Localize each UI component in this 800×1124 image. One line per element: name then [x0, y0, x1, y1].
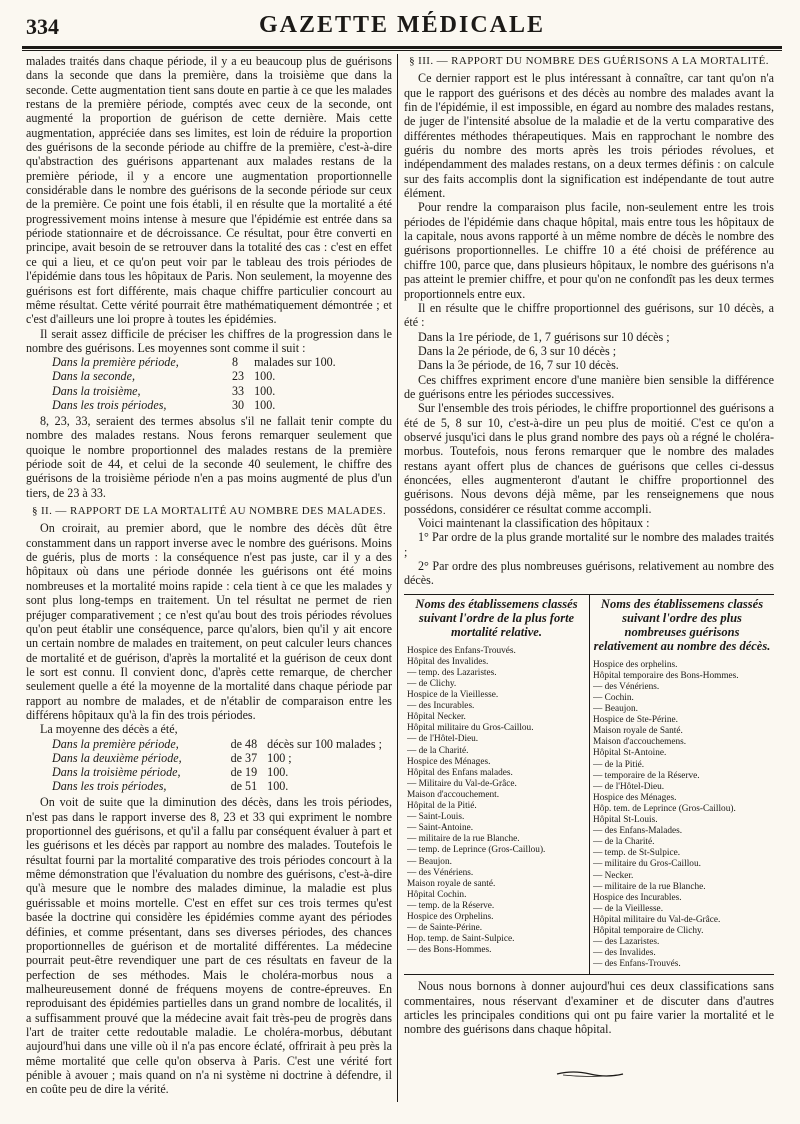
hospital-list-item: Maison d'accouchemens. [593, 737, 687, 748]
paragraph: On croirait, au premier abord, que le nombre des décès dût être constamment dans un rapport inverse avec le nombre des guérisons. Moins de guéris, plus de morts : la conséquence n'est pas juste, car il y a des hôpitaux où dans une période donnée les guérisons ont été moins nombreuses et la mortalité moins rapide : cela tient à ce que les malades y sont plus long-temps en traitement. Un tel résultat ne permet de rien préjuger comparativement ; ce n'est qu'au bout des trois périodes révolues qu'on peut établir une conséquence, parce qu'alors, bien qu'il y ait encore un certain nombre de malades en traitement, on peut calculer leurs chances de mortalité et de guérison, d'après la mortalité et la guérison de ceux dont le sort est connu. Il convient donc, d'après cette remarque, de chercher seulement quelle a été la moyenne de la mortalité dans chaque période par rapport au nombre de malades, et de n'établir de comparaison entre les différens hôpitaux qu'à la fin des trois périodes. [26, 521, 392, 722]
paragraph: Pour rendre la comparaison plus facile, non-seulement entre les trois périodes de l'épidémie dans chaque hôpital, mais entre tous les hôpitaux de la capitale, nous avons rapporté à un même nombre de décès le nombre des guérisons proportionnelles. Le chiffre 10 a été choisi de préférence au chiffre 100, parce que, dans plusieurs hôpitaux, le nombre des guérisons n'a pas atteint le premier chiffre, et pour qu'on ne confondît pas les deux termes proportionnels entre eux. [404, 200, 774, 301]
right-column [404, 54, 774, 1037]
hospital-list-item: — temp. de Leprince (Gros-Caillou). [407, 845, 546, 856]
paragraph: Sur l'ensemble des trois périodes, le chiffre proportionnel des guérisons a été de 5, 8 sur 10, c'est-à-dire un peu plus de moitié. C'est ce qu'on a observé jusqu'ici dans le plus grand nombre des pays où a régné le choléra-morbus. Toutefois, nous ferons remarquer que le nombre des malades restans ayant offert plus de chances de guérisons que celles ci-dessus énoncées, elles augmenteront d'autant le chiffre proportionnel des guérisons. Nous devons déjà même, par les renseignemens que nous possédons, considérer ce résultat comme accompli. [404, 401, 774, 516]
section-heading: § III. — RAPPORT DU NOMBRE DES GUÉRISONS A LA MORTALITÉ. [409, 55, 769, 67]
hospital-list-item: Hospice des Ménages. [407, 756, 491, 767]
table-row: Dans la deuxième période, de 37 100 ; [52, 750, 292, 765]
table-row: Dans la troisième, 33 100. [52, 383, 276, 398]
paragraph: On voit de suite que la diminution des décès, dans les trois périodes, n'est pas dans le rapport inverse des 8, 23 et 33 qui expriment le nombre proportionnel des guérisons, et qu'il a fallu par conséquent évaluer à part et les guérisons et les décès par rapport au nombre des malades. Toutefois le résultat fourni par la mortalité comparative des trois périodes concourt à la même démonstration que l'évaluation du nombre des guérisons, c'est-à-dire qu'à mesure que le nombre des malades diminue, la maladie est plus guérissable et moins mortelle. C'est en effet sur ces trois termes qu'est basée la doctrine qui considère les épidémies comme ayant des périodes définies, et comme présentant, dans ses diverses périodes, des chances proportionnelles de guérison et de mortalité différentes. La médecine pourrait peut-être revendiquer une part de ces résultats en faveur de la perfection de ses méthodes. Mais le choléra-morbus nous a malheureusement donné de fréquens moyens de contre-épreuves. En reproduisant des épidémies partielles dans un grand nombre de localités, il a suffisamment prouvé que la médecine avait fait très-peu de progrès dans l'art de traiter cette redoutable maladie. Le choléra-morbus, débutant aujourd'hui dans une ville où il n'a pas encore éclaté, offrirait à peu près la même mortalité que celle qu'on observa à Paris. C'est une vérité fort pénible à avouer ; mais quand on n'a ni système ni doctrine à défendre, il en coûte peu de dire la vérité. [26, 795, 392, 1097]
hospital-list-item: — de Sainte-Périne. [407, 923, 483, 934]
hospital-list-item: — Beaujon. [593, 704, 638, 715]
hospital-list-item: — de la Charité. [407, 745, 469, 756]
cure-averages-table [52, 355, 346, 412]
hospital-list-item: — de Clichy. [407, 679, 457, 689]
hospital-list-item: — de l'Hôtel-Dieu. [593, 781, 665, 792]
hospital-list-item: Maison royale de Santé. [593, 726, 683, 737]
hospital-list-item: Hop. temp. de Saint-Sulpice. [407, 934, 515, 945]
hospital-list-item: — temp. de la Réserve. [407, 900, 495, 911]
paragraph: Ces chiffres expriment encore d'une manière bien sensible la différence de guérisons entre les périodes successives. [404, 372, 774, 401]
mortality-ranking-heading: Noms des établissemens classés suivant l'ordre de la plus forte mortalité relative. [415, 596, 578, 639]
paragraph: 2° Par ordre des plus nombreuses guérisons, relativement au nombre des décès. [404, 559, 774, 588]
hospital-list-item: — des Vénériens. [407, 867, 474, 878]
hospital-list-item: Hôp. tem. de Leprince (Gros-Caillou). [593, 803, 736, 814]
ratio-line: Dans la 2e période, de 6, 3 sur 10 décès ; [418, 343, 617, 358]
hospital-list-item: — de l'Hôtel-Dieu. [407, 734, 479, 745]
hospital-list-item: — temp. des Lazaristes. [407, 667, 497, 678]
hospital-list-item: — de la Charité. [593, 837, 655, 848]
table-row: Dans les trois périodes, de 51 100. [52, 779, 289, 794]
paragraph: Il serait assez difficile de préciser les chiffres de la progression dans le nombre des guérisons. Les moyennes sont comme il suit : [26, 326, 392, 355]
hospital-list-item: Hôpital des Enfans malades. [407, 767, 513, 778]
table-row: Dans la première période, 8 malades sur 100. [52, 355, 336, 370]
hospital-list-item: Hôpital des Invalides. [407, 656, 489, 667]
hospital-list-item: Hospice des Orphelins. [407, 911, 494, 922]
hospital-list-item: — des Enfans-Trouvés. [593, 959, 681, 970]
hospital-list-item: — militaire de la rue Blanche. [407, 834, 520, 845]
hospital-list-item: — temp. de St-Sulpice. [593, 848, 681, 859]
hospital-list-item: Hospice des Enfans-Trouvés. [407, 645, 516, 656]
hospital-list-item: — Necker. [593, 870, 634, 881]
paragraph: Il en résulte que le chiffre proportionnel des guérisons, sur 10 décès, a été : [404, 300, 774, 330]
hospital-list-item: — Militaire du Val-de-Grâce. [407, 778, 517, 789]
hospital-list-item: Maison royale de santé. [407, 878, 496, 889]
table-row: Dans la première période, de 48 décès sur 100 malades ; [52, 736, 382, 751]
hospital-list-item: — de la Vieillesse. [593, 903, 664, 914]
header-rule [22, 46, 782, 49]
page-number: 334 [26, 14, 59, 39]
hospital-list-item: — de la Pitié. [593, 759, 645, 770]
table-row: Dans la troisième période, de 19 100. [52, 765, 289, 779]
hospital-list-item: Hôpital temporaire de Clichy. [593, 925, 704, 936]
hospital-list-item: Hôpital Cochin. [407, 889, 467, 900]
paragraph: Ce dernier rapport est le plus intéressant à connaître, car tant qu'on n'a que le rapport des guérisons et des décès au nombre des malades avant la fin de l'épidémie, il est impossible, en égard au nombre des malades restans, de juger de l'intensité absolue de la maladie et de la vertu comparative des différentes méthodes thérapeutiques. Mais en rapprochant le nombre des guéris du nombre des morts après les trois périodes révolues, et indépendamment des malades restans, on a deux termes définis : on calcule sur des faits accomplis dont la signification est indépendante de tout autre élément. [404, 71, 774, 201]
death-averages-table [52, 737, 392, 794]
paragraph: La moyenne des décès a été, [40, 722, 178, 737]
paragraph: Nous nous bornons à donner aujourd'hui ces deux classifications sans commentaires, nous réservant d'examiner et de discuter dans d'autres articles les principales conditions qui ont pu faire varier la mortalité et le nombre des guérisons dans chaque hôpital. [404, 979, 774, 1037]
cures-ranking-list [593, 660, 771, 971]
hospital-list-item: — des Vénériens. [593, 681, 660, 692]
hospital-list-item: — Saint-Antoine. [407, 823, 474, 834]
column-divider [397, 54, 398, 1102]
hospital-list-item: Maison d'accouchement. [407, 789, 500, 800]
hospital-list-item: Hôpital Necker. [407, 712, 466, 723]
cures-ranking-column [589, 595, 774, 975]
ratio-line: Dans la 1re période, de 1, 7 guérisons sur 10 décès ; [418, 329, 670, 344]
mortality-ranking-column [404, 595, 589, 975]
hospital-list-item: — Beaujon. [407, 856, 452, 867]
hospital-list-item: — militaire de la rue Blanche. [593, 881, 706, 892]
hospital-list-item: Hôpital St-Antoine. [593, 748, 667, 759]
hospital-list-item: Hôpital temporaire des Bons-Hommes. [593, 670, 739, 681]
journal-title: GAZETTE MÉDICALE [258, 12, 546, 38]
hospital-list-item: — des Lazaristes. [593, 937, 660, 948]
paragraph: malades traités dans chaque période, il y a eu beaucoup plus de guérisons dans la seconde que dans la première, dans la troisième que dans la seconde. Cette augmentation tient sans doute en partie à ce que les malades restans de la première période, comptés avec ceux de la seconde, ont augmenté la proportion de guérison de cette dernière. Mais cette augmentation, appréciée dans ses limites, est loin de réduire la proportion des guérisons de la seconde période au chiffre de la première, c'est-à-dire qu'abstraction des guérisons appartenant aux malades restans de la première période, il y a encore une augmentation proportionnelle considérable dans le nombre des guérisons de la seconde période sur ceux de la première. Ce point une fois établi, il en résulte que la mortalité a été progressivement moins intense à mesure que l'épidémie est entrée dans sa période stationnaire et de décroissance. Ce résultat, pour être converti en principe, avait besoin de se retrouver dans la totalité des cas : c'est en effet ce qui a lieu, et ce qu'on peut voir par le tableau des trois périodes de l'épidémie dans tous les hôpitaux de Paris. Non seulement, la moyenne des guérisons est fort différente, mais chaque chiffre particulier concourt au même résultat. Cette vérité pourrait être mathématiquement démontrée ; et c'est d'ailleurs une loi propre à toutes les épidémies. [26, 54, 392, 327]
hospital-list-item: Hôpital militaire du Val-de-Grâce. [593, 914, 721, 925]
hospital-list-item: Hospice de Ste-Périne. [593, 715, 678, 726]
hospital-list-item: — temporaire de la Réserve. [593, 770, 700, 781]
hospital-list-item: Hôpital de la Pitié. [407, 801, 477, 812]
table-row: Dans les trois périodes, 30 100. [52, 397, 276, 412]
hospital-list-item: — des Enfans-Malades. [593, 826, 683, 837]
hospital-list-item: Hôpital militaire du Gros-Caillou. [407, 723, 534, 734]
header-rule-thin [22, 50, 782, 51]
hospital-list-item: Hospice des Ménages. [593, 792, 677, 803]
closing-ornament-icon [555, 1070, 625, 1078]
hospital-list-item: — militaire du Gros-Caillou. [593, 859, 701, 870]
hospital-list-item: Hospice des orphelins. [593, 659, 678, 670]
paragraph: 8, 23, 33, seraient des termes absolus s'il ne fallait tenir compte du nombre des malades restans. Nous ferons remarquer seulement que quoique le nombre proportionnel des malades restans de la première période soit de 44, et celui de la seconde 40 seulement, le chiffre des guérisons de la troisième période n'en a pas moins augmenté de plus d'un tiers, de 23 à 33. [26, 414, 392, 500]
cures-ranking-heading: Noms des établissemens classés suivant l'ordre des plus nombreuses guérisons relativement au nombre des décès. [593, 596, 771, 653]
page-header [22, 12, 782, 42]
mortality-ranking-list [407, 646, 586, 957]
left-column [26, 54, 392, 1097]
hospital-list-item: — Saint-Louis. [407, 812, 465, 823]
paragraph: 1° Par ordre de la plus grande mortalité sur le nombre des malades traités ; [404, 530, 774, 559]
hospital-list-item: — des Invalides. [593, 948, 656, 959]
hospital-list-item: Hôpital St-Louis. [593, 815, 658, 826]
ratio-line: Dans la 3e période, de 16, 7 sur 10 décès. [418, 358, 619, 373]
table-row: Dans la seconde, 23 100. [52, 369, 276, 384]
hospital-list-item: — des Incurables. [407, 701, 475, 712]
hospital-list-item: Hospice des Incurables. [593, 892, 682, 903]
section-heading: § II. — RAPPORT DE LA MORTALITÉ AU NOMBRE DES MALADES. [31, 505, 387, 518]
hospital-list-item: Hospice de la Vieillesse. [407, 690, 499, 701]
hospital-classification-table [404, 594, 774, 976]
hospital-list-item: — des Bons-Hommes. [407, 945, 492, 956]
paragraph: Voici maintenant la classification des hôpitaux : [418, 516, 650, 530]
hospital-list-item: — Cochin. [593, 693, 634, 703]
